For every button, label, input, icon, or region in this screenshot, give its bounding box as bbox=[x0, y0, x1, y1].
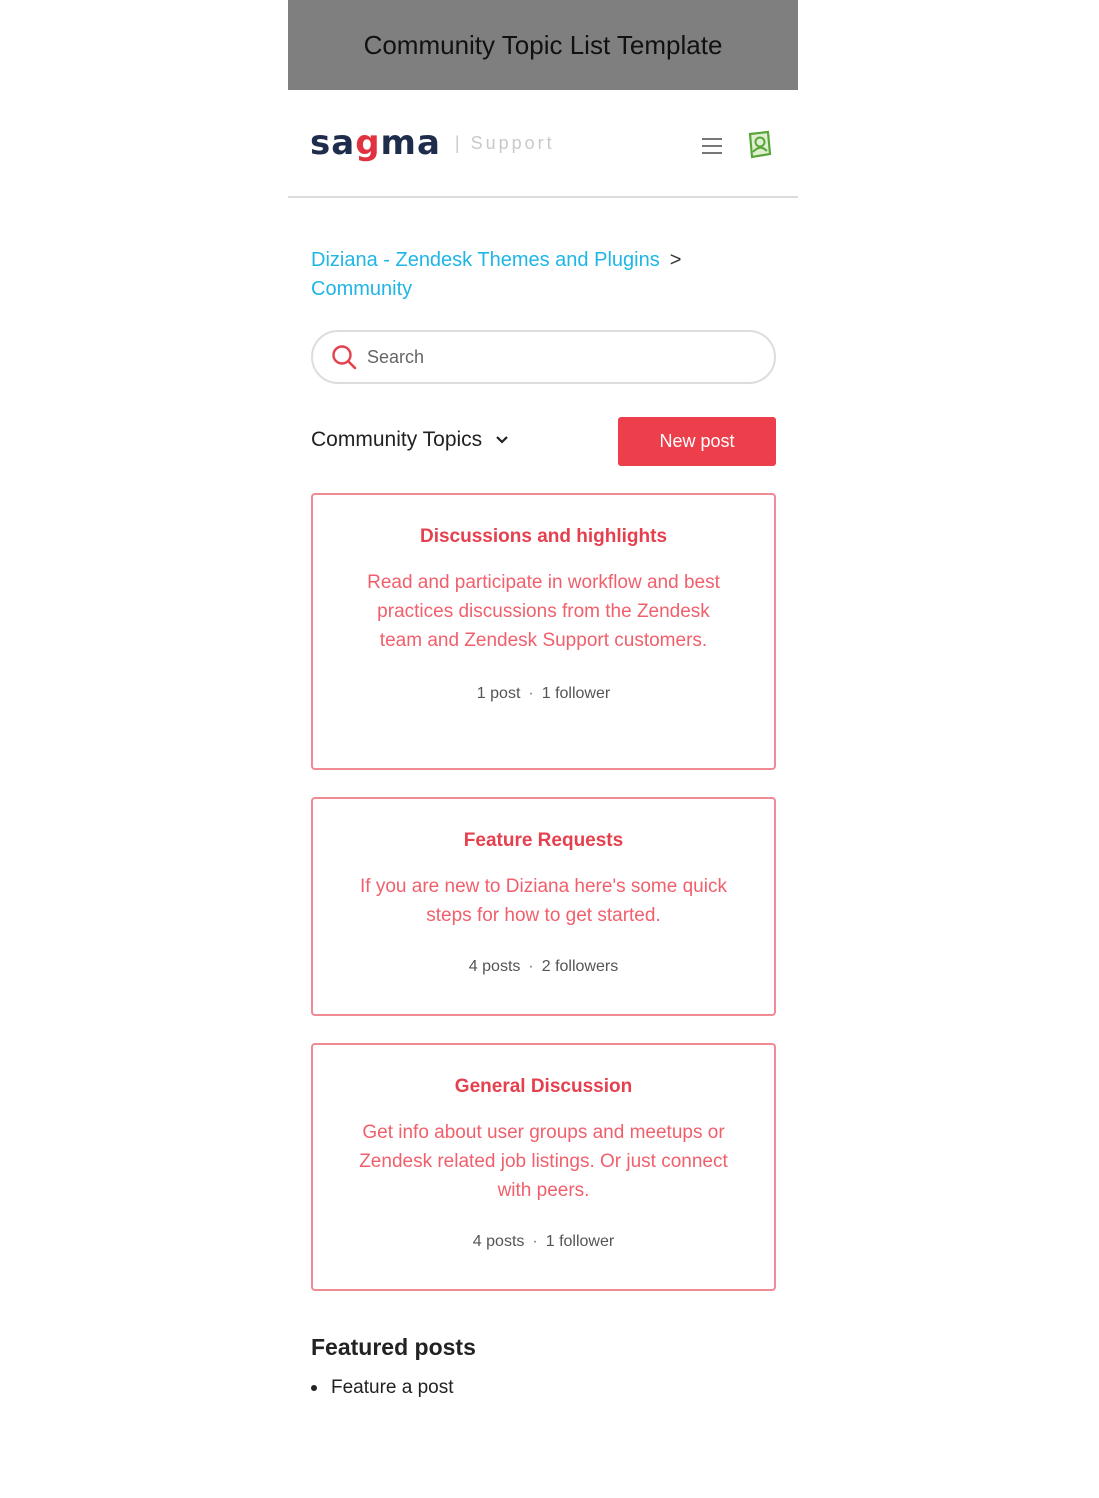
topic-title[interactable]: Discussions and highlights bbox=[419, 526, 668, 547]
chevron-down-icon bbox=[496, 436, 508, 444]
bullet-icon bbox=[311, 1385, 317, 1391]
site-header bbox=[288, 90, 798, 198]
breadcrumb-separator: > bbox=[669, 249, 682, 271]
topic-follower-count: 1 follower bbox=[541, 685, 611, 702]
topic-post-count: 4 posts bbox=[472, 1233, 525, 1250]
template-title-bar bbox=[288, 0, 798, 90]
featured-post-item[interactable] bbox=[311, 1377, 454, 1399]
topic-description: Get info about user groups and meetups or Zendesk related job listings. Or just connect with peers. bbox=[359, 1122, 728, 1201]
topic-card[interactable] bbox=[311, 1043, 776, 1291]
phone-frame bbox=[288, 0, 798, 1498]
featured-posts-heading: Featured posts bbox=[311, 1334, 476, 1360]
user-icon[interactable] bbox=[746, 130, 774, 160]
community-topics-label: Community Topics bbox=[311, 428, 483, 451]
topic-title[interactable]: General Discussion bbox=[454, 1076, 633, 1097]
menu-icon[interactable] bbox=[702, 138, 722, 154]
breadcrumb-item-diziana[interactable]: Diziana - Zendesk Themes and Plugins bbox=[311, 249, 660, 271]
topic-follower-count: 1 follower bbox=[545, 1233, 615, 1250]
new-post-button[interactable]: New post bbox=[618, 417, 776, 466]
topic-description: Read and participate in workflow and best practices discussions from the Zendesk team and Zendesk Support customers. bbox=[367, 572, 720, 651]
topic-card[interactable] bbox=[311, 493, 776, 770]
topic-description: If you are new to Diziana here's some quick steps for how to get started. bbox=[360, 876, 727, 926]
topic-follower-count: 2 followers bbox=[541, 958, 619, 975]
brand-logo[interactable] bbox=[310, 123, 555, 163]
search-bar[interactable] bbox=[311, 330, 776, 384]
featured-post-label: Feature a post bbox=[331, 1377, 454, 1398]
topic-stats: 4 posts · 2 followers bbox=[468, 958, 619, 975]
featured-posts-list bbox=[311, 1377, 454, 1399]
community-topics-dropdown[interactable] bbox=[311, 428, 508, 452]
breadcrumb bbox=[311, 246, 751, 304]
search-icon bbox=[331, 344, 357, 370]
logo-wordmark: sagma bbox=[310, 123, 441, 163]
topic-card[interactable] bbox=[311, 797, 776, 1016]
logo-tagline: | Support bbox=[454, 132, 555, 153]
topic-title[interactable]: Feature Requests bbox=[463, 830, 624, 851]
template-title: Community Topic List Template bbox=[363, 29, 723, 60]
breadcrumb-item-community[interactable]: Community bbox=[311, 278, 413, 300]
topic-stats: 1 post · 1 follower bbox=[476, 685, 611, 702]
search-input[interactable] bbox=[367, 347, 747, 368]
topic-post-count: 4 posts bbox=[468, 958, 521, 975]
topic-post-count: 1 post bbox=[476, 685, 521, 702]
topic-stats: 4 posts · 1 follower bbox=[472, 1233, 615, 1250]
